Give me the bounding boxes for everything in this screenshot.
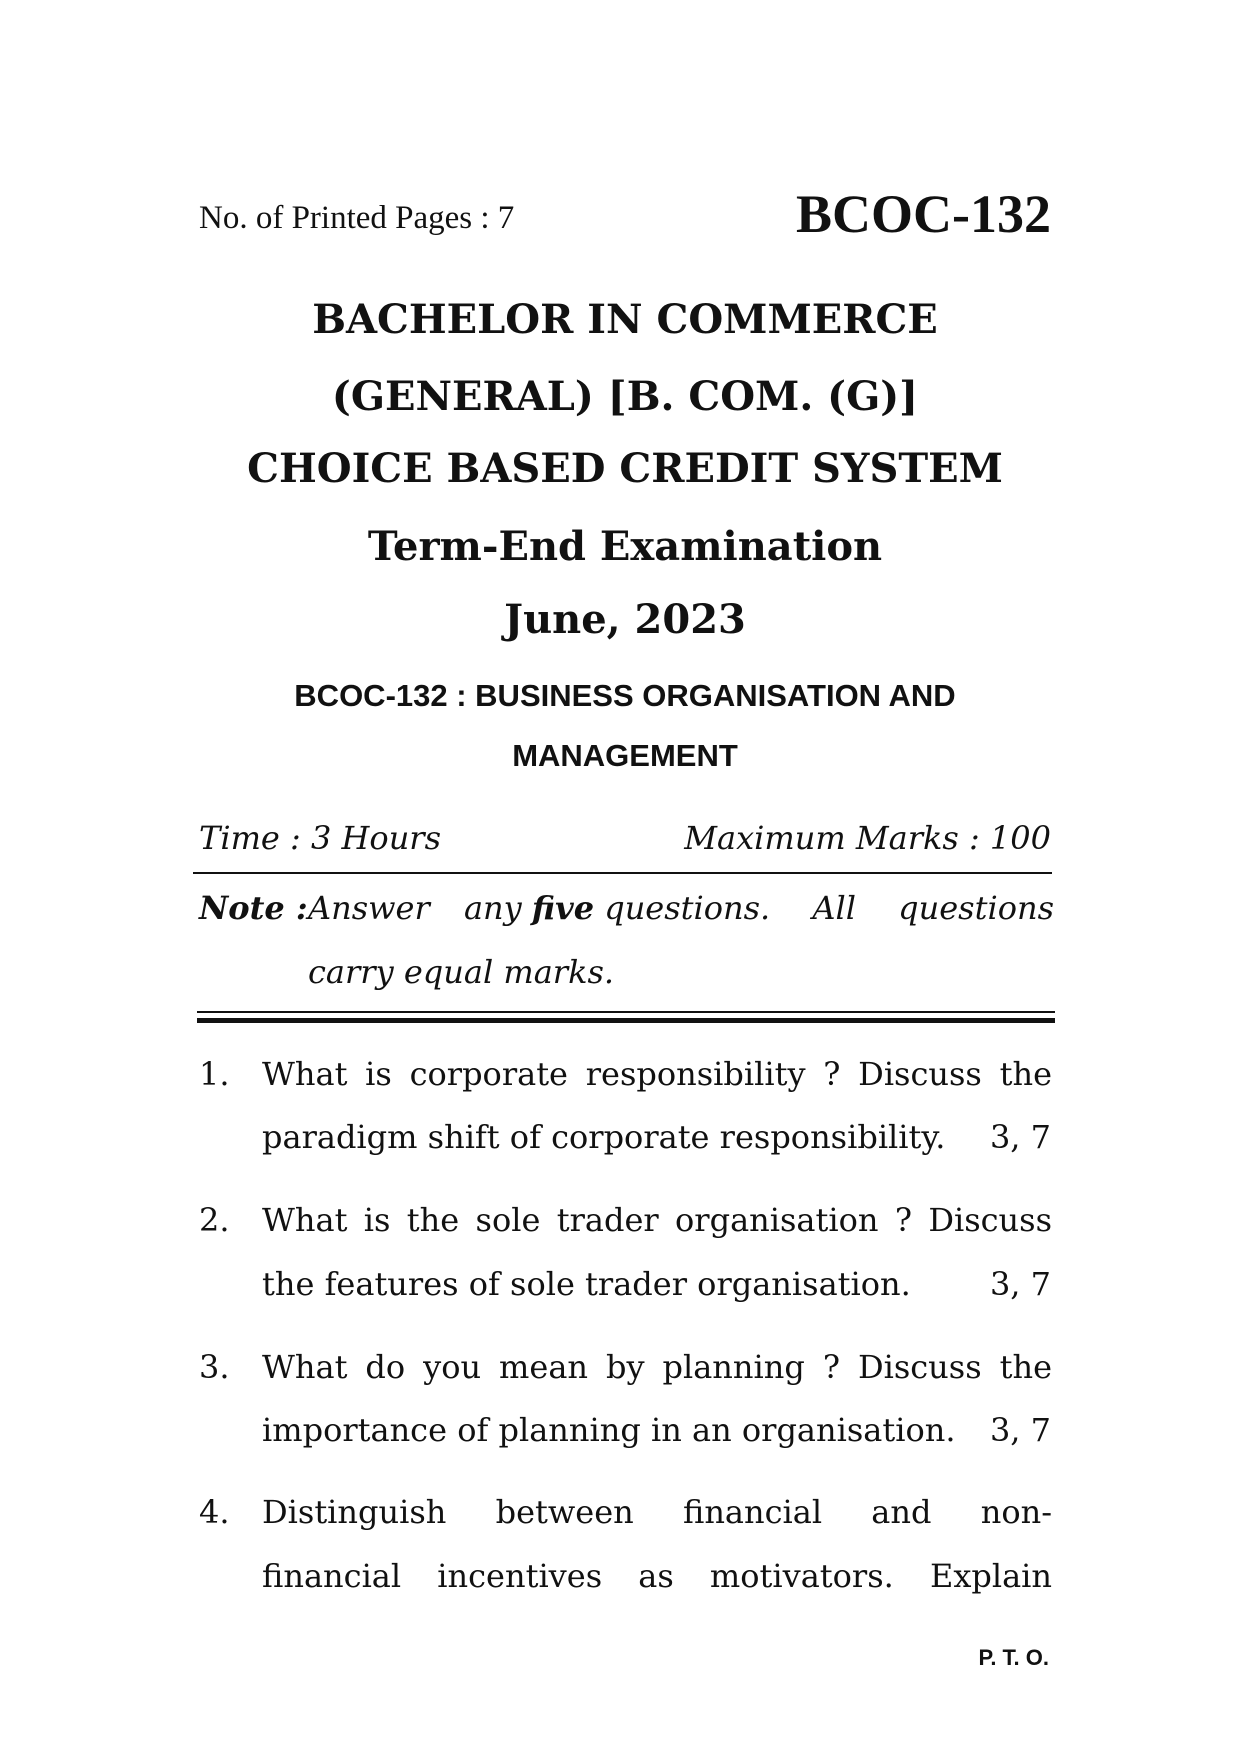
question-text: Distinguish between financial and non- [262,1493,1052,1531]
note-post: questions. All questions [604,889,1054,927]
course-code: BCOC-132 [796,184,1051,244]
printed-pages: No. of Printed Pages : 7 [199,200,515,236]
programme-title: BACHELOR IN COMMERCE [312,296,938,343]
question-text: financial incentives as motivators. Explain [262,1557,1052,1595]
question-text: the features of sole trader organisation. [262,1265,911,1303]
note-label: Note : [199,889,308,927]
question-number: 3. [199,1348,230,1386]
question-marks: 3, 7 [989,1411,1051,1449]
question-marks: 3, 7 [989,1265,1051,1303]
exam-title: Term-End Examination [367,523,883,570]
question-text: What is the sole trader organisation ? Discuss [262,1201,1052,1239]
question-text: importance of planning in an organisation. [262,1411,956,1449]
note-emphasis: five [531,889,595,927]
course-title-line1: BCOC-132 : BUSINESS ORGANISATION AND [294,678,956,713]
double-rule-bottom [197,1018,1055,1023]
question-number: 2. [199,1201,230,1239]
exam-date: June, 2023 [504,596,746,643]
double-rule-top [197,1011,1055,1013]
divider [193,872,1052,874]
note-line1 [308,888,1054,928]
system-title: CHOICE BASED CREDIT SYSTEM [247,445,1003,492]
maximum-marks: Maximum Marks : 100 [684,819,1051,857]
question-number: 4. [199,1493,230,1531]
question-text: What do you mean by planning ? Discuss the [262,1348,1052,1386]
question-number: 1. [199,1055,230,1093]
question-text: What is corporate responsibility ? Discuss the [262,1055,1052,1093]
page-turn-over: P. T. O. [978,1645,1049,1670]
question-text: paradigm shift of corporate responsibility. [262,1118,946,1156]
note-pre: Answer any [308,889,522,927]
course-title-line2: MANAGEMENT [512,738,738,773]
programme-subtitle: (GENERAL) [B. COM. (G)] [331,373,919,420]
time-allowed: Time : 3 Hours [199,819,442,857]
question-marks: 3, 7 [989,1118,1051,1156]
note-line2: carry equal marks. [308,953,615,991]
